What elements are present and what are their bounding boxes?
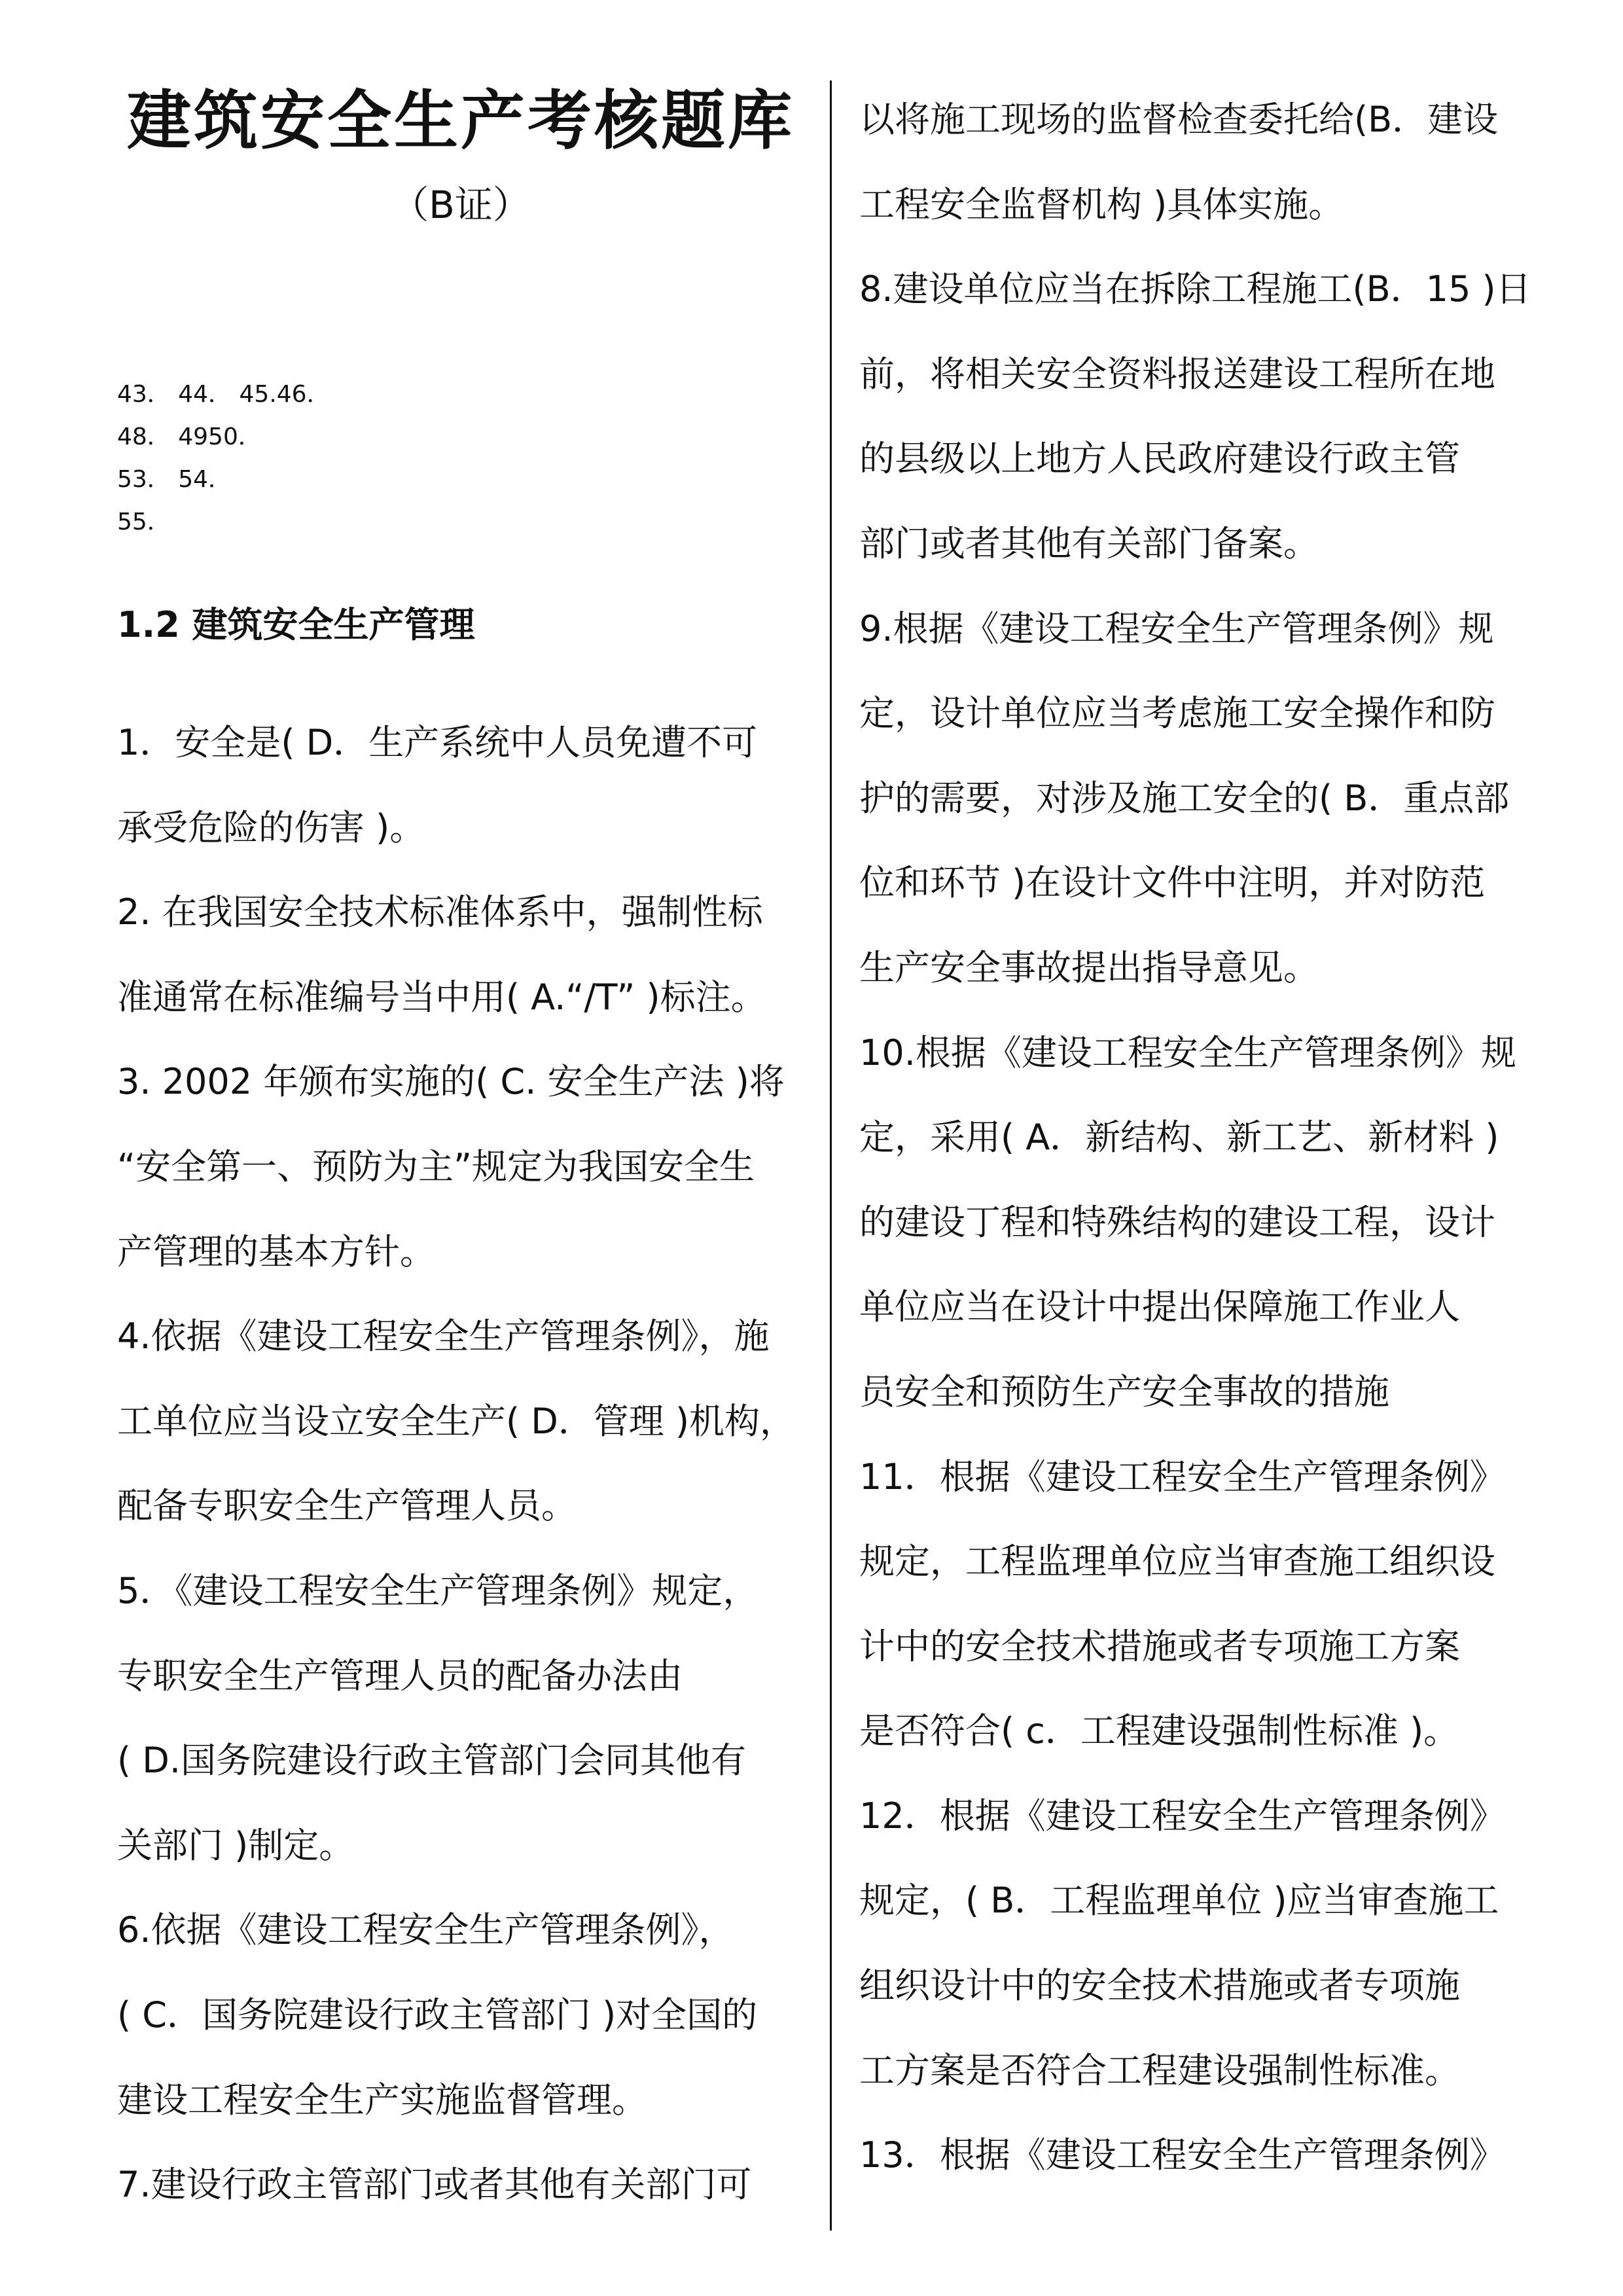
- section-heading: 1.2 建筑安全生产管理: [117, 604, 475, 645]
- column-divider: [830, 81, 832, 2231]
- text-line: 9.根据《建设工程安全生产管理条例》规: [859, 607, 1494, 649]
- left-column-text: [117, 700, 804, 2227]
- text-line: 4.依据《建设工程安全生产管理条例》，施: [117, 1316, 770, 1357]
- text-line: 工程安全监督机构 )具体实施。: [859, 183, 1344, 225]
- text-line: 护的需要，对涉及施工安全的( B．重点部: [859, 777, 1510, 819]
- document-subtitle: （B证）: [391, 183, 531, 227]
- index-line: 55．: [117, 509, 171, 535]
- text-line: ( C．国务院建设行政主管部门 )对全国的: [117, 1994, 758, 2036]
- text-line: 规定，( B．工程监理单位 )应当审查施工: [859, 1880, 1499, 1922]
- document-title: 建筑安全生产考核题库: [126, 84, 794, 158]
- text-line: 员安全和预防生产安全事故的措施: [859, 1371, 1389, 1412]
- text-line: 12．根据《建设工程安全生产管理条例》: [859, 1795, 1505, 1837]
- text-line: 6.依据《建设工程安全生产管理条例》，: [117, 1909, 734, 1951]
- text-line: 8.建设单位应当在拆除工程施工(B．15 )日: [859, 268, 1531, 310]
- text-line: 定，采用( A．新结构、新工艺、新材料 ): [859, 1117, 1499, 1158]
- text-line: ( D.国务院建设行政主管部门会同其他有: [117, 1740, 746, 1782]
- text-line: 承受危险的伤害 )。: [117, 806, 425, 848]
- text-line: 工单位应当设立安全生产( D．管理 )机构，: [117, 1400, 796, 1442]
- text-line: 组织设计中的安全技术措施或者专项施: [859, 1965, 1460, 2007]
- right-column-text: [859, 77, 1573, 2198]
- text-line: 的建设丁程和特殊结构的建设工程，设计: [859, 1201, 1495, 1243]
- text-line: 规定，工程监理单位应当审查施工组织设: [859, 1541, 1495, 1583]
- text-line: 单位应当在设计中提出保障施工作业人: [859, 1286, 1460, 1328]
- text-line: 工方案是否符合工程建设强制性标准。: [859, 2049, 1460, 2091]
- text-line: 3. 2002 年颁布实施的( C. 安全生产法 )将: [117, 1061, 785, 1103]
- text-line: 建设工程安全生产实施监督管理。: [117, 2079, 647, 2121]
- text-line: “安全第一、预防为主”规定为我国安全生: [117, 1145, 755, 1187]
- question-index-list: [117, 373, 330, 543]
- text-line: 专职安全生产管理人员的配备办法由: [117, 1655, 683, 1696]
- text-line: 配备专职安全生产管理人员。: [117, 1485, 577, 1527]
- text-line: 定，设计单位应当考虑施工安全操作和防: [859, 692, 1495, 734]
- text-line: 的县级以上地方人民政府建设行政主管: [859, 438, 1460, 480]
- text-line: 以将施工现场的监督检查委托给(B．建设: [859, 99, 1499, 140]
- text-line: 位和环节 )在设计文件中注明，并对防范: [859, 862, 1486, 904]
- text-line: 关部门 )制定。: [117, 1824, 355, 1866]
- text-line: 准通常在标准编号当中用( A.“/T” )标注。: [117, 976, 766, 1018]
- text-line: 13．根据《建设工程安全生产管理条例》: [859, 2134, 1505, 2176]
- text-line: 部门或者其他有关部门备案。: [859, 522, 1319, 564]
- text-line: 10.根据《建设工程安全生产管理条例》规: [859, 1031, 1516, 1073]
- text-line: 2. 在我国安全技术标准体系中，强制性标: [117, 891, 763, 933]
- index-line: 43． 44． 45.46．: [117, 381, 330, 408]
- text-line: 1．安全是( D．生产系统中人员免遭不可: [117, 722, 758, 763]
- index-line: 48． 4950．: [117, 423, 262, 450]
- text-line: 是否符合( c．工程建设强制性标准 )。: [859, 1710, 1459, 1752]
- text-line: 5．《建设工程安全生产管理条例》规定，: [117, 1570, 758, 1611]
- text-line: 前，将相关安全资料报送建设工程所在地: [859, 353, 1495, 395]
- index-line: 53． 54．: [117, 466, 232, 493]
- text-line: 计中的安全技术措施或者专项施工方案: [859, 1625, 1460, 1667]
- text-line: 11．根据《建设工程安全生产管理条例》: [859, 1456, 1505, 1498]
- text-line: 产管理的基本方针。: [117, 1230, 435, 1272]
- text-line: 生产安全事故提出指导意见。: [859, 946, 1319, 988]
- text-line: 7.建设行政主管部门或者其他有关部门可: [117, 2164, 752, 2206]
